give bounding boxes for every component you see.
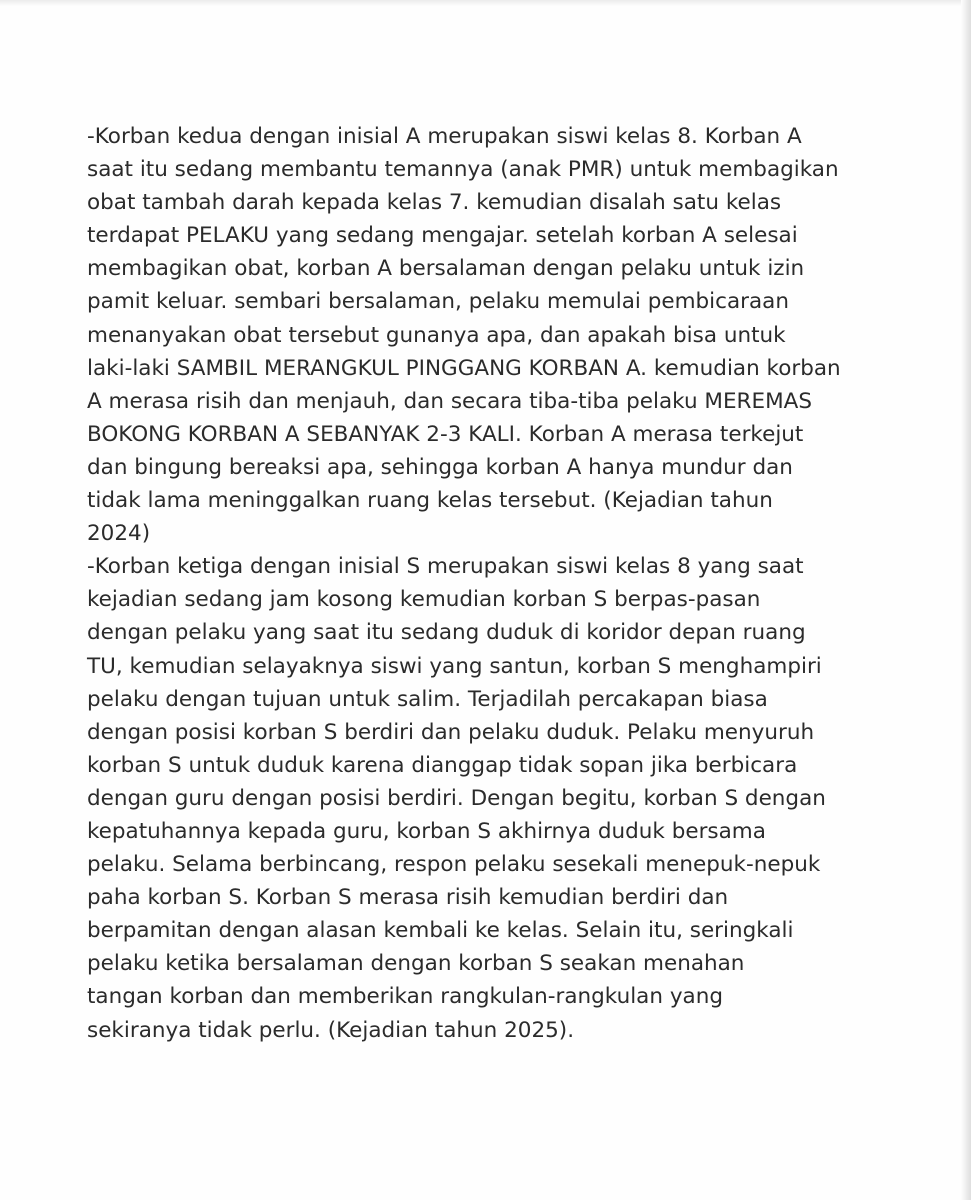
text-line: obat tambah darah kepada kelas 7. kemudian disalah satu kelas [87, 190, 782, 216]
text-line: berpamitan dengan alasan kembali ke kelas. Selain itu, seringkali [87, 918, 794, 944]
text-line: TU, kemudian selayaknya siswi yang santun, korban S menghampiri [87, 653, 822, 679]
text-line: 2024) [87, 521, 151, 547]
text-line: pamit keluar. sembari bersalaman, pelaku memulai pembicaraan [87, 289, 789, 315]
top-edge-shadow [0, 0, 971, 6]
text-line: -Korban kedua dengan inisial A merupakan siswi kelas 8. Korban A [87, 124, 802, 149]
text-line: pelaku dengan tujuan untuk salim. Terjadilah percakapan biasa [87, 686, 768, 712]
text-line: dengan guru dengan posisi berdiri. Dengan begitu, korban S dengan [87, 785, 826, 811]
text-line: saat itu sedang membantu temannya (anak PMR) untuk membagikan [87, 157, 839, 183]
text-line: membagikan obat, korban A bersalaman dengan pelaku untuk izin [87, 256, 805, 282]
text-line: laki-laki SAMBIL MERANGKUL PINGGANG KORBAN A. kemudian korban [87, 355, 841, 381]
text-line: dengan pelaku yang saat itu sedang duduk di koridor depan ruang [87, 620, 806, 646]
text-line: kepatuhannya kepada guru, korban S akhirnya duduk bersama [87, 818, 766, 844]
text-line: menanyakan obat tersebut gunanya apa, dan apakah bisa untuk [87, 322, 786, 348]
text-line: dan bingung bereaksi apa, sehingga korban A hanya mundur dan [87, 454, 793, 480]
text-line: -Korban ketiga dengan inisial S merupakan siswi kelas 8 yang saat [87, 554, 804, 580]
text-line: tidak lama meninggalkan ruang kelas tersebut. (Kejadian tahun [87, 488, 773, 514]
text-line: paha korban S. Korban S merasa risih kemudian berdiri dan [87, 885, 729, 911]
right-edge-shadow [961, 0, 971, 1200]
text-line: dengan posisi korban S berdiri dan pelaku duduk. Pelaku menyuruh [87, 719, 815, 745]
text-line: korban S untuk duduk karena dianggap tidak sopan jika berbicara [87, 752, 798, 778]
text-line: terdapat PELAKU yang sedang mengajar. setelah korban A selesai [87, 223, 798, 249]
body-text [87, 120, 887, 1047]
text-line: pelaku. Selama berbincang, respon pelaku sesekali menepuk-nepuk [87, 852, 821, 878]
text-line: kejadian sedang jam kosong kemudian korban S berpas-pasan [87, 587, 761, 613]
text-line: tangan korban dan memberikan rangkulan-rangkulan yang [87, 984, 723, 1010]
text-line: BOKONG KORBAN A SEBANYAK 2-3 KALI. Korban A merasa terkejut [87, 421, 804, 447]
text-line: A merasa risih dan menjauh, dan secara tiba-tiba pelaku MEREMAS [87, 388, 812, 414]
text-line: sekiranya tidak perlu. (Kejadian tahun 2025). [87, 1017, 575, 1043]
text-line: pelaku ketika bersalaman dengan korban S seakan menahan [87, 951, 745, 977]
